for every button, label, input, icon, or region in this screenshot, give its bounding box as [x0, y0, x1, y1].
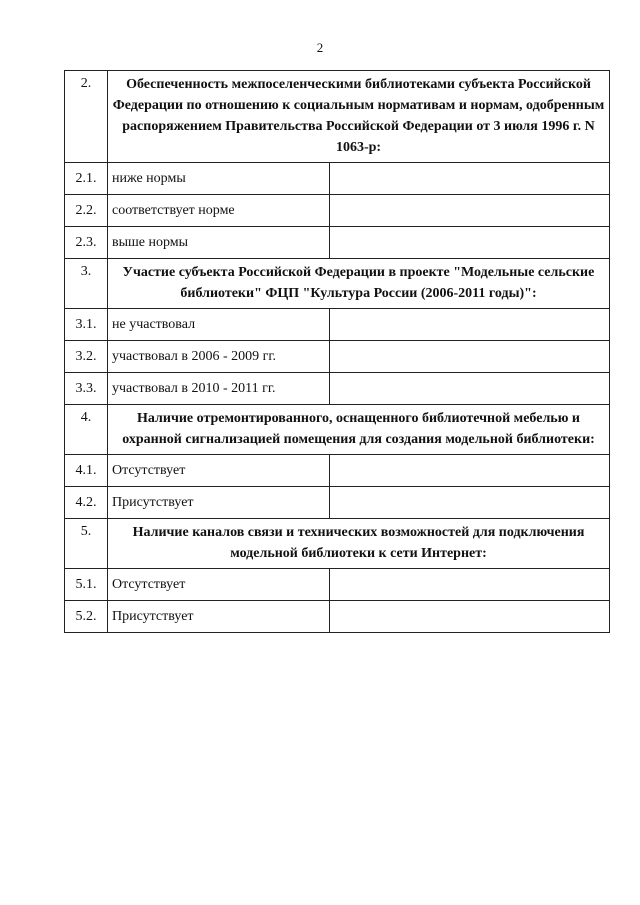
- item-number: 4.2.: [65, 487, 108, 519]
- item-label: Присутствует: [108, 601, 330, 633]
- item-number: 5.2.: [65, 601, 108, 633]
- item-answer-cell[interactable]: [330, 601, 610, 633]
- item-row: [65, 227, 610, 259]
- item-number: 2.1.: [65, 163, 108, 195]
- item-label: Отсутствует: [108, 455, 330, 487]
- item-number: 2.3.: [65, 227, 108, 259]
- section-number: 3.: [65, 259, 108, 309]
- item-answer-cell[interactable]: [330, 569, 610, 601]
- item-row: [65, 569, 610, 601]
- section-number: 4.: [65, 405, 108, 455]
- item-label: соответствует норме: [108, 195, 330, 227]
- item-row: [65, 163, 610, 195]
- item-row: [65, 195, 610, 227]
- item-row: [65, 341, 610, 373]
- section-title: Участие субъекта Российской Федерации в проекте "Модельные сельские библиотеки" ФЦП "Культура России (2006-2011 годы)":: [108, 259, 610, 309]
- item-number: 3.3.: [65, 373, 108, 405]
- item-number: 2.2.: [65, 195, 108, 227]
- section-title: Наличие отремонтированного, оснащенного библиотечной мебелью и охранной сигнализацией помещения для создания модельной библиотеки:: [108, 405, 610, 455]
- item-row: [65, 309, 610, 341]
- item-label: выше нормы: [108, 227, 330, 259]
- section-row: [65, 405, 610, 455]
- item-label: не участвовал: [108, 309, 330, 341]
- section-number: 2.: [65, 71, 108, 163]
- item-label: участвовал в 2010 - 2011 гг.: [108, 373, 330, 405]
- item-answer-cell[interactable]: [330, 309, 610, 341]
- survey-form-table: [64, 70, 610, 633]
- item-answer-cell[interactable]: [330, 487, 610, 519]
- item-answer-cell[interactable]: [330, 227, 610, 259]
- item-row: [65, 601, 610, 633]
- item-row: [65, 487, 610, 519]
- item-row: [65, 455, 610, 487]
- item-answer-cell[interactable]: [330, 373, 610, 405]
- section-row: [65, 519, 610, 569]
- item-row: [65, 373, 610, 405]
- item-label: ниже нормы: [108, 163, 330, 195]
- item-number: 5.1.: [65, 569, 108, 601]
- section-title: Наличие каналов связи и технических возможностей для подключения модельной библиотеки к сети Интернет:: [108, 519, 610, 569]
- item-answer-cell[interactable]: [330, 195, 610, 227]
- section-title: Обеспеченность межпоселенческими библиотеками субъекта Российской Федерации по отношению к социальным нормативам и нормам, одобренным распоряжением Правительства Российской Федерации от 3 июля 1996 г. N 1063-р:: [108, 71, 610, 163]
- item-answer-cell[interactable]: [330, 163, 610, 195]
- section-number: 5.: [65, 519, 108, 569]
- item-label: участвовал в 2006 - 2009 гг.: [108, 341, 330, 373]
- item-number: 3.1.: [65, 309, 108, 341]
- item-label: Отсутствует: [108, 569, 330, 601]
- item-answer-cell[interactable]: [330, 341, 610, 373]
- item-answer-cell[interactable]: [330, 455, 610, 487]
- item-number: 3.2.: [65, 341, 108, 373]
- section-row: [65, 259, 610, 309]
- item-number: 4.1.: [65, 455, 108, 487]
- page-number: 2: [316, 40, 324, 55]
- section-row: [65, 71, 610, 163]
- item-label: Присутствует: [108, 487, 330, 519]
